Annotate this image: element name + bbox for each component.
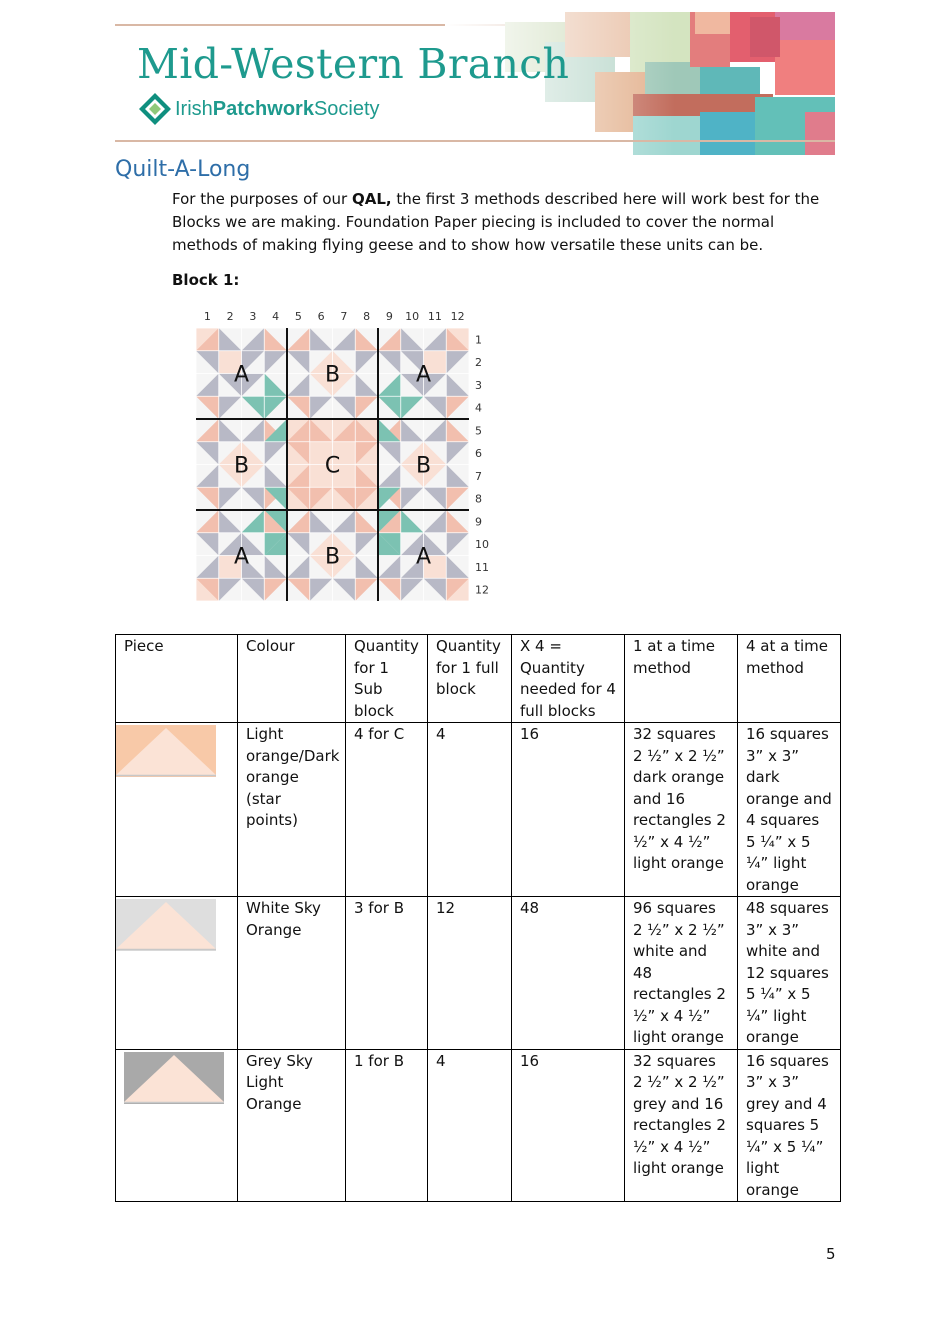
qty-sub-cell: 3 for B bbox=[346, 897, 428, 1050]
column-number: 12 bbox=[450, 310, 465, 323]
qty-four-cell: 16 bbox=[512, 1049, 625, 1202]
column-number: 9 bbox=[385, 310, 393, 323]
flying-geese-swatch bbox=[116, 899, 216, 951]
piece-swatch-cell bbox=[116, 1049, 238, 1202]
colour-cell: Light orange/Dark orange (star points) bbox=[238, 723, 346, 897]
colour-cell: White Sky Orange bbox=[238, 897, 346, 1050]
sub-block-label: C bbox=[324, 453, 341, 479]
row-number: 3 bbox=[475, 378, 482, 392]
column-number: 5 bbox=[294, 310, 302, 323]
sub-block-label: A bbox=[415, 362, 432, 388]
one-method-cell: 96 squares 2 ½” x 2 ½” white and 48 rectangles 2 ½” x 4 ½” light orange bbox=[625, 897, 738, 1050]
row-number: 7 bbox=[475, 469, 482, 483]
flying-geese-swatch bbox=[124, 1052, 224, 1104]
qty-four-cell: 48 bbox=[512, 897, 625, 1050]
column-number: 7 bbox=[340, 310, 348, 323]
column-number: 4 bbox=[272, 310, 280, 323]
row-number: 6 bbox=[475, 447, 482, 461]
col-header-qty-full: Quantity for 1 full block bbox=[428, 635, 512, 723]
sub-block-label: B bbox=[324, 362, 341, 388]
sub-block-label: B bbox=[415, 453, 432, 479]
table-header-row bbox=[116, 635, 841, 723]
qty-full-cell: 12 bbox=[428, 897, 512, 1050]
piece-swatch-cell bbox=[116, 897, 238, 1050]
pieces-table bbox=[115, 634, 841, 1202]
row-number: 8 bbox=[475, 492, 482, 506]
column-number: 1 bbox=[203, 310, 211, 323]
one-method-cell: 32 squares 2 ½” x 2 ½” grey and 16 rectangles 2 ½” x 4 ½” light orange bbox=[625, 1049, 738, 1202]
header-rule-bottom bbox=[115, 140, 835, 142]
page-number: 5 bbox=[826, 1245, 836, 1263]
society-diamond-icon bbox=[137, 91, 173, 127]
sub-block-label: A bbox=[415, 544, 432, 570]
colour-cell: Grey Sky Light Orange bbox=[238, 1049, 346, 1202]
section-title: Quilt-A-Long bbox=[115, 157, 251, 182]
column-number: 2 bbox=[226, 310, 234, 323]
col-header-one-method: 1 at a time method bbox=[625, 635, 738, 723]
row-number: 1 bbox=[475, 333, 482, 347]
row-number: 11 bbox=[475, 560, 489, 574]
branch-title: Mid-Western Branch bbox=[137, 40, 570, 88]
row-number: 10 bbox=[475, 538, 489, 552]
column-number: 3 bbox=[249, 310, 257, 323]
sub-block-label: B bbox=[324, 544, 341, 570]
row-number: 9 bbox=[475, 515, 482, 529]
four-method-cell: 48 squares 3” x 3” white and 12 squares 5 ¼” x 5 ¼” light orange bbox=[738, 897, 841, 1050]
four-method-cell: 16 squares 3” x 3” grey and 4 squares 5 ¼” x 5 ¼” light orange bbox=[738, 1049, 841, 1202]
row-number: 12 bbox=[475, 583, 489, 597]
sub-block-label: A bbox=[233, 362, 250, 388]
qty-four-cell: 16 bbox=[512, 723, 625, 897]
col-header-piece: Piece bbox=[116, 635, 238, 723]
sub-block-label: B bbox=[233, 453, 250, 479]
col-header-four-method: 4 at a time method bbox=[738, 635, 841, 723]
society-logo bbox=[137, 91, 380, 127]
society-name: IrishPatchworkSociety bbox=[175, 97, 380, 120]
column-number: 6 bbox=[317, 310, 325, 323]
intro-paragraph: For the purposes of our QAL, the first 3 methods described here will work best for the Blocks we are making. Foundation Paper piecing is included to cover the normal methods of making flying geese and to show how versatile these units can be. bbox=[172, 190, 820, 254]
column-number: 8 bbox=[363, 310, 371, 323]
column-number: 10 bbox=[405, 310, 420, 323]
block-label: Block 1: bbox=[172, 271, 240, 289]
table-row bbox=[116, 1049, 841, 1202]
row-number: 5 bbox=[475, 424, 482, 438]
qty-sub-cell: 4 for C bbox=[346, 723, 428, 897]
four-method-cell: 16 squares 3” x 3” dark orange and 4 squares 5 ¼” x 5 ¼” light orange bbox=[738, 723, 841, 897]
col-header-qty-sub: Quantity for 1 Sub block bbox=[346, 635, 428, 723]
one-method-cell: 32 squares 2 ½” x 2 ½” dark orange and 16 rectangles 2 ½” x 4 ½” light orange bbox=[625, 723, 738, 897]
qty-full-cell: 4 bbox=[428, 723, 512, 897]
table-row bbox=[116, 897, 841, 1050]
row-number: 4 bbox=[475, 401, 482, 415]
table-row bbox=[116, 723, 841, 897]
flying-geese-swatch bbox=[116, 725, 216, 777]
row-number: 2 bbox=[475, 356, 482, 370]
quilt-block-diagram bbox=[190, 302, 500, 608]
piece-swatch-cell bbox=[116, 723, 238, 897]
qty-sub-cell: 1 for B bbox=[346, 1049, 428, 1202]
column-number: 11 bbox=[427, 310, 442, 323]
sub-block-label: A bbox=[233, 544, 250, 570]
col-header-colour: Colour bbox=[238, 635, 346, 723]
col-header-qty-four: X 4 = Quantity needed for 4 full blocks bbox=[512, 635, 625, 723]
qty-full-cell: 4 bbox=[428, 1049, 512, 1202]
